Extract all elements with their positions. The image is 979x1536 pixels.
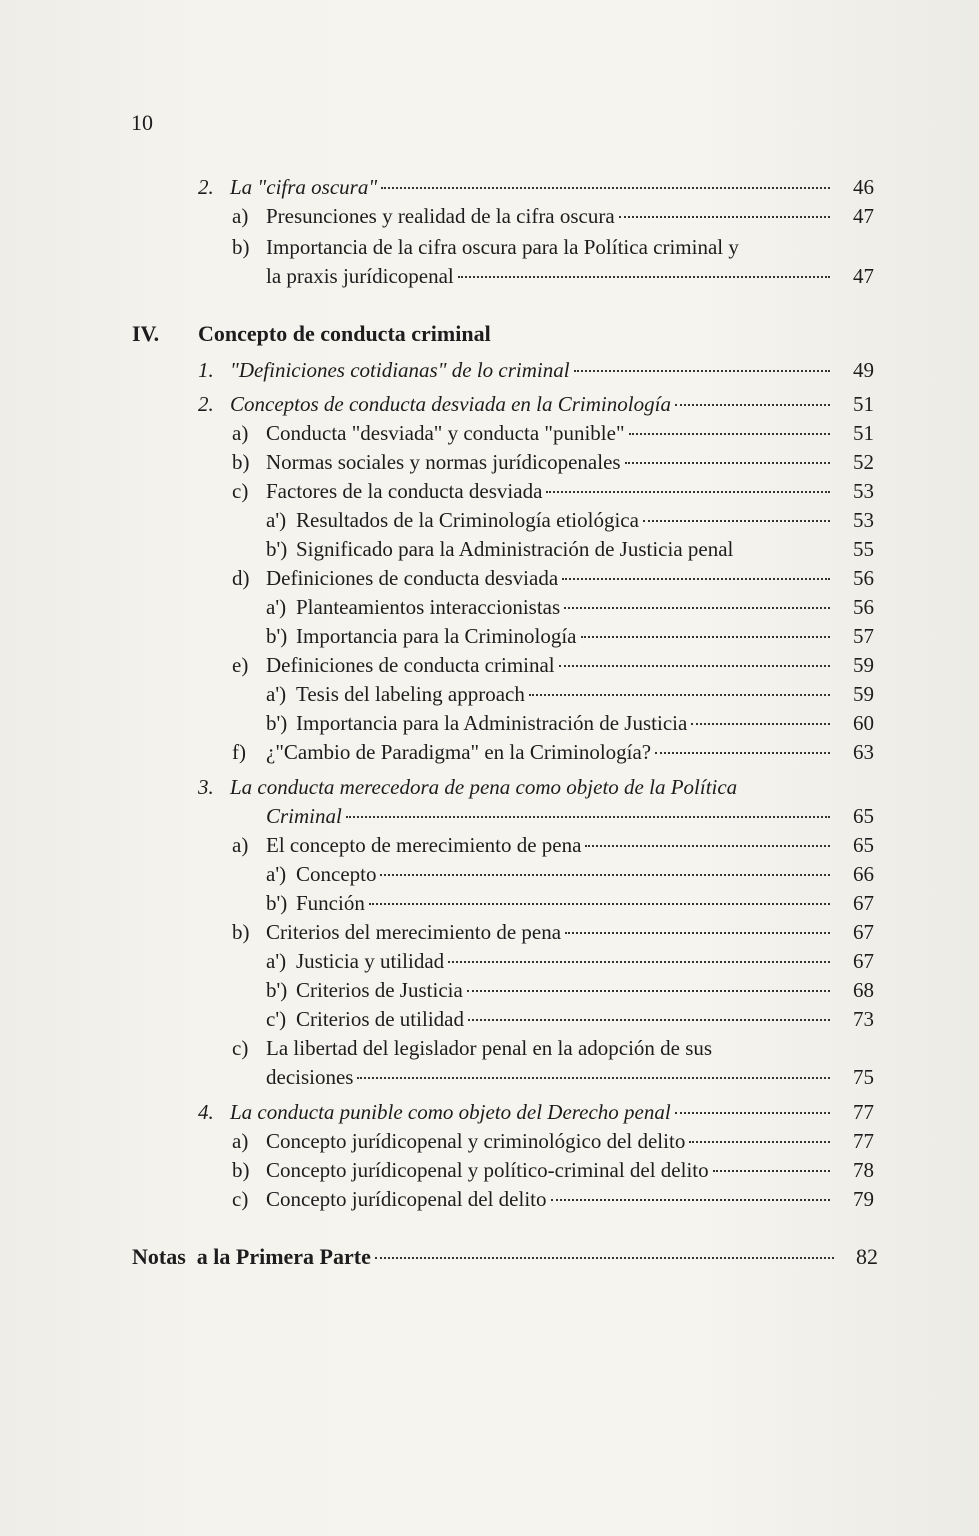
dot-leader bbox=[585, 845, 830, 847]
entry-number: 3. bbox=[198, 775, 214, 799]
toc-entry bbox=[232, 1157, 874, 1183]
dot-leader bbox=[375, 1257, 834, 1259]
entry-page: 59 bbox=[853, 682, 874, 706]
toc-entry bbox=[266, 1006, 874, 1032]
entry-letter: f) bbox=[232, 740, 246, 764]
toc-entry bbox=[232, 203, 874, 229]
entry-page: 82 bbox=[856, 1244, 878, 1269]
dot-leader bbox=[643, 520, 830, 522]
section-heading bbox=[132, 321, 491, 347]
toc-entry bbox=[198, 174, 874, 200]
entry-page: 51 bbox=[853, 421, 874, 445]
dot-leader bbox=[655, 752, 830, 754]
section-numeral: IV. bbox=[132, 321, 160, 346]
entry-title: decisiones bbox=[266, 1065, 354, 1089]
dot-leader bbox=[691, 723, 830, 725]
entry-page: 67 bbox=[853, 949, 874, 973]
entry-title: Concepto jurídicopenal y criminológico del delito bbox=[266, 1129, 686, 1153]
entry-page: 51 bbox=[853, 392, 874, 416]
entry-page: 67 bbox=[853, 920, 874, 944]
entry-title: Planteamientos interaccionistas bbox=[296, 595, 561, 619]
toc-entry bbox=[232, 1128, 874, 1154]
entry-title: Justicia y utilidad bbox=[296, 949, 445, 973]
toc-entry bbox=[232, 652, 874, 678]
entry-title: Importancia para la Administración de Justicia bbox=[296, 711, 688, 735]
dot-leader bbox=[564, 607, 830, 609]
entry-page: 77 bbox=[853, 1129, 874, 1153]
toc-entry bbox=[266, 507, 874, 533]
dot-leader bbox=[713, 1170, 830, 1172]
entry-title: Función bbox=[296, 891, 365, 915]
dot-leader bbox=[574, 370, 830, 372]
entry-title: Criterios de utilidad bbox=[296, 1007, 464, 1031]
dot-leader bbox=[468, 1019, 830, 1021]
toc-entry bbox=[266, 710, 874, 736]
entry-page: 56 bbox=[853, 566, 874, 590]
toc-entry bbox=[198, 357, 874, 383]
entry-letter: c) bbox=[232, 1187, 249, 1211]
entry-page: 52 bbox=[853, 450, 874, 474]
entry-letter: a) bbox=[232, 1129, 249, 1153]
dot-leader bbox=[346, 816, 830, 818]
entry-page: 67 bbox=[853, 891, 874, 915]
entry-title: La libertad del legislador penal en la adopción de sus bbox=[266, 1036, 713, 1060]
entry-title: Conducta "desviada" y conducta "punible" bbox=[266, 421, 625, 445]
entry-letter: b) bbox=[232, 920, 250, 944]
dot-leader bbox=[629, 433, 830, 435]
toc-entry bbox=[266, 536, 874, 562]
toc-entry bbox=[266, 890, 874, 916]
dot-leader bbox=[529, 694, 830, 696]
entry-title: La "cifra oscura" bbox=[230, 175, 378, 199]
entry-page: 59 bbox=[853, 653, 874, 677]
dot-leader bbox=[559, 665, 830, 667]
dot-leader bbox=[689, 1141, 830, 1143]
entry-subletter: a') bbox=[266, 595, 287, 619]
toc-entry bbox=[198, 1099, 874, 1125]
toc-entry-first-line bbox=[198, 774, 737, 800]
entry-title: Normas sociales y normas jurídicopenales bbox=[266, 450, 621, 474]
entry-subletter: b') bbox=[266, 711, 288, 735]
entry-page: 65 bbox=[853, 833, 874, 857]
toc-entry bbox=[266, 623, 874, 649]
toc-entry-first-line bbox=[232, 234, 739, 260]
entry-page: 53 bbox=[853, 479, 874, 503]
toc-entry-continuation bbox=[266, 263, 874, 289]
entry-letter: d) bbox=[232, 566, 250, 590]
entry-page: 79 bbox=[853, 1187, 874, 1211]
entry-letter: b) bbox=[232, 1158, 250, 1182]
entry-page: 65 bbox=[853, 804, 874, 828]
entry-subletter: b') bbox=[266, 537, 288, 561]
entry-title: "Definiciones cotidianas" de lo criminal bbox=[230, 358, 570, 382]
entry-number: 2. bbox=[198, 175, 214, 199]
dot-leader bbox=[581, 636, 831, 638]
entry-title: Presunciones y realidad de la cifra oscura bbox=[266, 204, 615, 228]
toc-entry bbox=[266, 861, 874, 887]
dot-leader bbox=[675, 1112, 830, 1114]
entry-title: Importancia de la cifra oscura para la Política criminal y bbox=[266, 235, 739, 259]
entry-title: Concepto bbox=[296, 862, 377, 886]
entry-page: 77 bbox=[853, 1100, 874, 1124]
dot-leader bbox=[565, 932, 830, 934]
entry-title: Criterios del merecimiento de pena bbox=[266, 920, 562, 944]
toc-entry bbox=[232, 919, 874, 945]
entry-page: 55 bbox=[853, 537, 874, 561]
toc-entry bbox=[266, 977, 874, 1003]
page-number: 10 bbox=[131, 110, 153, 135]
dot-leader bbox=[381, 187, 830, 189]
toc-entry-first-line bbox=[232, 1035, 712, 1061]
entry-title: Criterios de Justicia bbox=[296, 978, 463, 1002]
dot-leader bbox=[562, 578, 830, 580]
entry-title: La conducta punible como objeto del Derecho penal bbox=[230, 1100, 671, 1124]
entry-page: 47 bbox=[853, 264, 874, 288]
toc-entry bbox=[232, 565, 874, 591]
section-title: Concepto de conducta criminal bbox=[198, 321, 491, 346]
entry-page: 53 bbox=[853, 508, 874, 532]
entry-title: Concepto jurídicopenal y político-criminal del delito bbox=[266, 1158, 709, 1182]
entry-title: ¿"Cambio de Paradigma" en la Criminología? bbox=[266, 740, 652, 764]
entry-number: 1. bbox=[198, 358, 214, 382]
entry-page: 46 bbox=[853, 175, 874, 199]
entry-letter: b) bbox=[232, 235, 250, 259]
dot-leader bbox=[546, 491, 830, 493]
toc-entry bbox=[266, 594, 874, 620]
entry-title: Factores de la conducta desviada bbox=[266, 479, 543, 503]
toc-entry bbox=[232, 449, 874, 475]
entry-subletter: c') bbox=[266, 1007, 287, 1031]
entry-page: 56 bbox=[853, 595, 874, 619]
toc-notes-entry bbox=[132, 1244, 878, 1270]
entry-letter: c) bbox=[232, 479, 249, 503]
entry-title: La conducta merecedora de pena como objeto de la Política bbox=[230, 775, 738, 799]
entry-title: Tesis del labeling approach bbox=[296, 682, 525, 706]
toc-entry-continuation bbox=[266, 1064, 874, 1090]
entry-subletter: a') bbox=[266, 682, 287, 706]
entry-title: Criminal bbox=[266, 804, 342, 828]
toc-entry bbox=[232, 832, 874, 858]
entry-title: Definiciones de conducta criminal bbox=[266, 653, 555, 677]
entry-subletter: a') bbox=[266, 949, 287, 973]
entry-page: 63 bbox=[853, 740, 874, 764]
entry-subletter: a') bbox=[266, 508, 287, 532]
toc-entry bbox=[198, 391, 874, 417]
dot-leader bbox=[369, 903, 830, 905]
entry-page: 66 bbox=[853, 862, 874, 886]
entry-title: El concepto de merecimiento de pena bbox=[266, 833, 582, 857]
toc-entry bbox=[232, 478, 874, 504]
toc-entry bbox=[232, 420, 874, 446]
dot-leader bbox=[551, 1199, 830, 1201]
toc-entry bbox=[232, 739, 874, 765]
dot-leader bbox=[380, 874, 830, 876]
entry-title: Resultados de la Criminología etiológica bbox=[296, 508, 639, 532]
entry-page: 78 bbox=[853, 1158, 874, 1182]
dot-leader bbox=[458, 276, 830, 278]
entry-number: 2. bbox=[198, 392, 214, 416]
entry-title: Conceptos de conducta desviada en la Criminología bbox=[230, 392, 671, 416]
toc-entry-continuation bbox=[266, 803, 874, 829]
toc-entry bbox=[266, 948, 874, 974]
entry-subletter: b') bbox=[266, 891, 288, 915]
entry-title: Importancia para la Criminología bbox=[296, 624, 577, 648]
entry-page: 47 bbox=[853, 204, 874, 228]
entry-title: Definiciones de conducta desviada bbox=[266, 566, 559, 590]
entry-letter: b) bbox=[232, 450, 250, 474]
entry-title: Concepto jurídicopenal del delito bbox=[266, 1187, 547, 1211]
entry-subletter: b') bbox=[266, 624, 288, 648]
entry-subletter: a') bbox=[266, 862, 287, 886]
entry-page: 75 bbox=[853, 1065, 874, 1089]
dot-leader bbox=[619, 216, 830, 218]
dot-leader bbox=[448, 961, 830, 963]
toc-entry bbox=[266, 681, 874, 707]
entry-page: 57 bbox=[853, 624, 874, 648]
entry-title: la praxis jurídicopenal bbox=[266, 264, 454, 288]
entry-letter: a) bbox=[232, 421, 249, 445]
dot-leader bbox=[625, 462, 830, 464]
entry-page: 73 bbox=[853, 1007, 874, 1031]
dot-leader bbox=[357, 1077, 830, 1079]
entry-letter: a) bbox=[232, 204, 249, 228]
entry-title: Significado para la Administración de Justicia penal bbox=[296, 537, 734, 561]
entry-letter: c) bbox=[232, 1036, 249, 1060]
entry-letter: a) bbox=[232, 833, 249, 857]
entry-page: 60 bbox=[853, 711, 874, 735]
dot-leader bbox=[467, 990, 830, 992]
entry-page: 49 bbox=[853, 358, 874, 382]
entry-number: 4. bbox=[198, 1100, 214, 1124]
entry-subletter: b') bbox=[266, 978, 288, 1002]
entry-title: Notas a la Primera Parte bbox=[132, 1244, 371, 1269]
dot-leader bbox=[675, 404, 830, 406]
entry-letter: e) bbox=[232, 653, 249, 677]
entry-page: 68 bbox=[853, 978, 874, 1002]
toc-entry bbox=[232, 1186, 874, 1212]
